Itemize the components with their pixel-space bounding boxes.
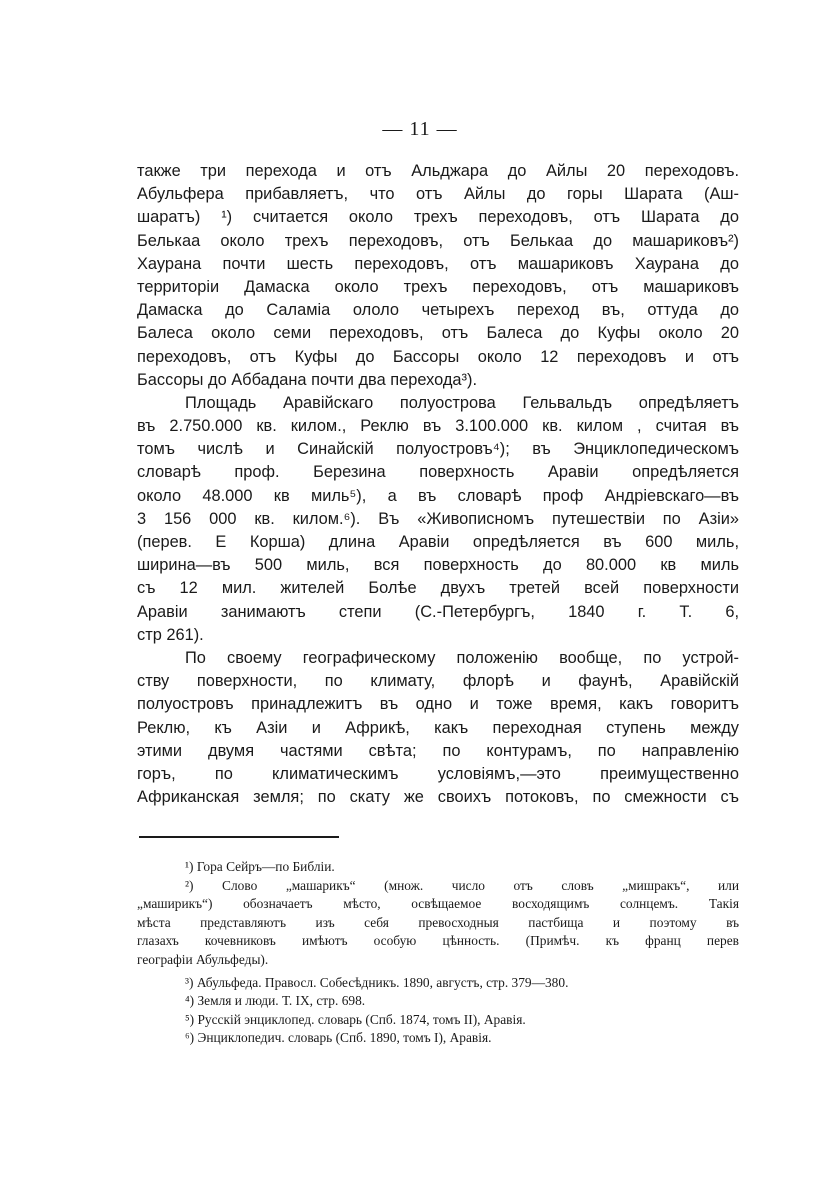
text-line: также три перехода и отъ Альджара до Айлы 20 переходовъ. xyxy=(137,162,739,180)
text-line: Абульфера прибавляетъ, что отъ Айлы до горы Шарата (Аш- xyxy=(137,185,739,204)
footnote-line: мѣста представляютъ изъ себя превосходныя пастбища и поэтому въ xyxy=(137,914,739,930)
footnote-line: ²) Слово „машарикъ“ (множ. число отъ словъ „мишракъ“, или xyxy=(185,877,739,893)
footnotes xyxy=(137,858,739,1048)
text-line: Бассоры до Аббадана почти два перехода³). xyxy=(137,370,478,389)
text-line: (перев. Е Корша) длина Аравіи опредѣляется въ 600 миль, xyxy=(137,533,739,551)
footnote-line: ³) Абульфеда. Правосл. Собесѣдникъ. 1890, августъ, стр. 379—380. xyxy=(185,974,569,990)
text-line: полуостровъ принадлежитъ въ одно и тоже время, какъ говоритъ xyxy=(137,695,739,714)
text-line: Реклю, къ Азіи и Африкѣ, какъ переходная ступень между xyxy=(137,718,739,737)
footnote-line: ⁶) Энциклопедич. словарь (Спб. 1890, томъ I), Аравія. xyxy=(185,1030,492,1046)
text-line: около 48.000 кв миль⁵), а въ словарѣ проф Андріевскаго—въ xyxy=(137,486,739,505)
text-line: По своему географическому положенію вообще, по устрой- xyxy=(185,648,739,667)
text-line: томъ числѣ и Синайскій полуостровъ⁴); въ Энциклопедическомъ xyxy=(137,440,739,459)
text-line: горъ, по климатическимъ условіямъ,—это преимущественно xyxy=(137,764,739,783)
footnote-line: ⁵) Русскій энциклопед. словарь (Спб. 1874, томъ II), Аравія. xyxy=(185,1011,526,1027)
text-line: словарѣ проф. Березина поверхность Аравіи опредѣляется xyxy=(137,463,739,482)
text-line: переходовъ, отъ Куфы до Бассоры около 12 переходовъ и отъ xyxy=(137,347,739,366)
text-line: стр 261). xyxy=(137,625,204,644)
text-line: ству поверхности, по климату, флорѣ и фаунѣ, Аравійскій xyxy=(137,672,739,691)
text-line: Балеса около семи переходовъ, отъ Балеса до Куфы около 20 xyxy=(137,324,739,343)
footnote-line: глазахъ кочевниковъ имѣютъ особую цѣнность. (Примѣч. къ франц перев xyxy=(137,933,739,949)
text-line: съ 12 мил. жителей Болѣе двухъ третей всей поверхности xyxy=(137,579,739,598)
footnote-line: ⁴) Земля и люди. Т. IX, стр. 698. xyxy=(185,993,366,1009)
text-line: этими двумя частями свѣта; по контурамъ, по направленію xyxy=(137,741,739,760)
text-line: Белькаа около трехъ переходовъ, отъ Белькаа до машариковъ²) xyxy=(137,231,739,250)
text-line: Африканская земля; по скату же своихъ потоковъ, по смежности съ xyxy=(137,788,739,807)
text-line: Дамаска до Саламіа ололо четырехъ переход въ, оттуда до xyxy=(137,301,739,320)
text-line: ширина—въ 500 миль, вся поверхность до 80.000 кв миль xyxy=(137,556,739,575)
text-line: въ 2.750.000 кв. килом., Реклю въ 3.100.000 кв. килом , считая въ xyxy=(137,417,739,436)
text-line: Площадь Аравійскаго полуострова Гельвальдъ опредѣляетъ xyxy=(185,393,739,412)
text-line: территоріи Дамаска около трехъ переходовъ, отъ машариковъ xyxy=(137,277,739,296)
footnote-line: „маширикъ“) обозначаетъ мѣсто, освѣщаемое восходящимъ солнцемъ. Такія xyxy=(137,896,739,912)
footnote-line: географіи Абульфеды). xyxy=(137,951,269,967)
main-text xyxy=(137,160,739,809)
text-line: шаратъ) ¹) считается около трехъ переходовъ, отъ Шарата до xyxy=(137,208,739,227)
footnote-line: ¹) Гора Сейръ—по Библіи. xyxy=(185,859,335,874)
text-line: Аравіи занимаютъ степи (С.-Петербургъ, 1840 г. Т. 6, xyxy=(137,602,739,621)
text-line: 3 156 000 кв. килом.⁶). Въ «Живописномъ путешествіи по Азіи» xyxy=(137,509,739,528)
footnote-separator xyxy=(139,836,339,838)
text-line: Хаурана почти шесть переходовъ, отъ машариковъ Хаурана до xyxy=(137,254,739,273)
page-number: — 11 — xyxy=(382,118,458,140)
